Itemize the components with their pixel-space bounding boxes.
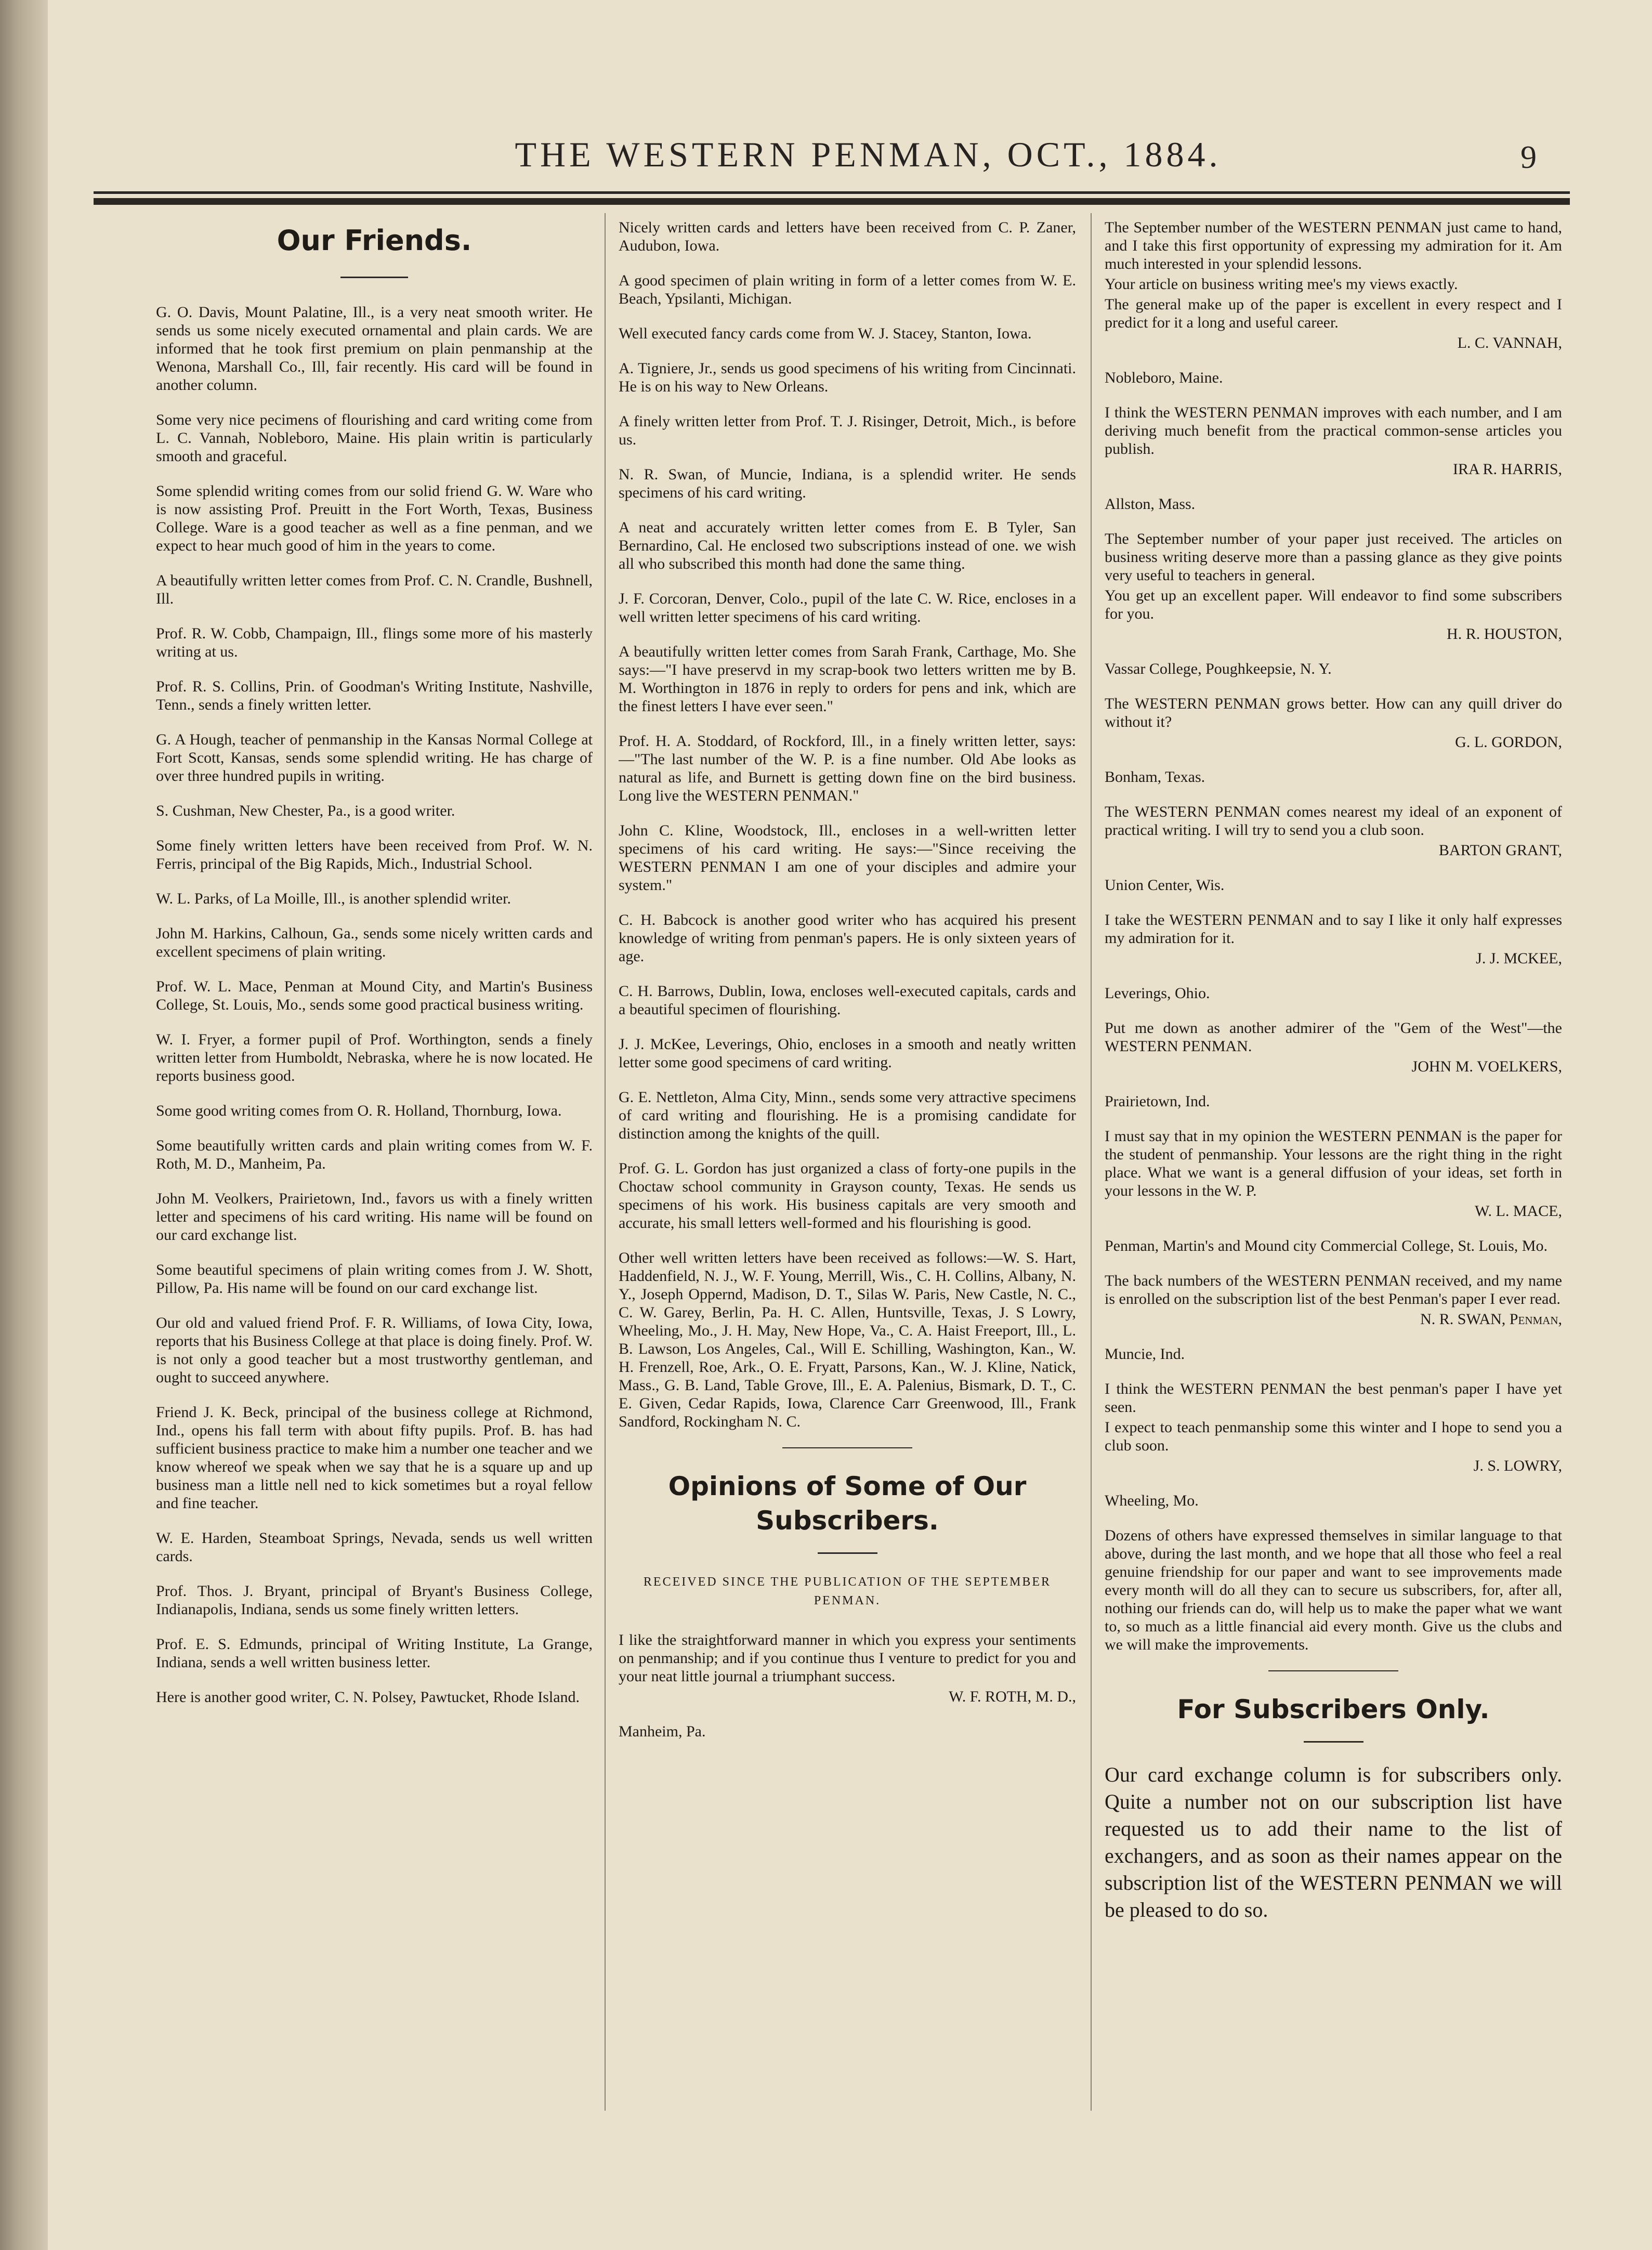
news-item: A good specimen of plain writing in form of a letter comes from W. E. Beach, Ypsilanti, Michigan.	[619, 272, 1076, 307]
section-divider	[782, 1447, 912, 1448]
heading-rule	[818, 1552, 877, 1554]
news-item: Friend J. K. Beck, principal of the business college at Richmond, Ind., opens his fall term with about fifty pupils. Prof. B. has had sufficient business practice to make him a number one teacher and we know whereof we speak when we say that he is a square up and up business man a little nell ned to kick sometimes but a royal fellow and fine teacher.	[156, 1404, 593, 1512]
column-middle	[619, 218, 1076, 2235]
news-item: G. O. Davis, Mount Palatine, Ill., is a very neat smooth writer. He sends us some nicely executed ornamental and plain cards. We are informed that he took first premium on plain penmanship at the Wenona, Marshall Co., Ill, fair recently. His card will be found in another column.	[156, 304, 593, 394]
column-opinions	[1105, 218, 1562, 2235]
letter-place: Nobleboro, Maine.	[1105, 369, 1223, 386]
news-item: J. J. McKee, Leverings, Ohio, encloses in a smooth and neatly written letter some good specimens of card writing.	[619, 1036, 1076, 1071]
news-item: W. I. Fryer, a former pupil of Prof. Worthington, sends a finely written letter from Humboldt, Nebraska, where he is now located. He reports business good.	[156, 1031, 593, 1084]
news-item: Some finely written letters have been received from Prof. W. N. Ferris, principal of the Big Rapids, Mich., Industrial School.	[156, 837, 593, 872]
letter-text: I think the WESTERN PENMAN improves with each number, and I am deriving much benefit from the practical common-sense articles you publish.	[1105, 404, 1562, 457]
news-item: A. Tigniere, Jr., sends us good specimens of his writing from Cincinnati. He is on his way to New Orleans.	[619, 360, 1076, 395]
news-item: N. R. Swan, of Muncie, Indiana, is a splendid writer. He sends specimens of his card writing.	[619, 466, 1076, 501]
letter-signature: G. L. GORDON,	[1455, 734, 1562, 751]
news-item: Prof. G. L. Gordon has just organized a class of forty-one pupils in the Choctaw school community in Grayson county, Texas. He sends us specimens of his work. His business capitals are very smooth and accurate, his small letters well-formed and his flourishing is good.	[619, 1160, 1076, 1232]
section-heading-our-friends: Our Friends.	[277, 224, 472, 257]
news-item: G. A Hough, teacher of penmanship in the Kansas Normal College at Fort Scott, Kansas, sends some splendid writing. He has charge of over three hundred pupils in writing.	[156, 731, 593, 784]
letter-signature: N. R. SWAN, Penman,	[1420, 1311, 1562, 1328]
news-item: Here is another good writer, C. N. Polsey, Pawtucket, Rhode Island.	[156, 1689, 580, 1706]
news-item: J. F. Corcoran, Denver, Colo., pupil of the late C. W. Rice, encloses in a well written letter specimens of his card writing.	[619, 590, 1076, 625]
news-item: John M. Harkins, Calhoun, Ga., sends some nicely written cards and excellent specimens of plain writing.	[156, 925, 593, 960]
letter-text: The general make up of the paper is excellent in every respect and I predict for it a long and useful career.	[1105, 296, 1562, 331]
letter-signature: JOHN M. VOELKERS,	[1411, 1058, 1562, 1075]
news-item: C. H. Barrows, Dublin, Iowa, encloses well-executed capitals, cards and a beautiful specimen of flourishing.	[619, 983, 1076, 1018]
letter-signature: IRA R. HARRIS,	[1452, 461, 1562, 478]
news-item: Some beautiful specimens of plain writing comes from J. W. Shott, Pillow, Pa. His name will be found on our card exchange list.	[156, 1261, 593, 1297]
letter-signature: J. J. MCKEE,	[1476, 950, 1562, 967]
news-item: Nicely written cards and letters have been received from C. P. Zaner, Audubon, Iowa.	[619, 219, 1076, 254]
news-item: Prof. W. L. Mace, Penman at Mound City, and Martin's Business College, St. Louis, Mo., sends some good practical business writing.	[156, 978, 593, 1013]
letter-text: The back numbers of the WESTERN PENMAN received, and my name is enrolled on the subscription list of the best Penman's paper I ever read.	[1105, 1272, 1562, 1307]
letter-place: Manheim, Pa.	[619, 1723, 706, 1740]
letter-place: Bonham, Texas.	[1105, 768, 1205, 786]
letter-place: Vassar College, Poughkeepsie, N. Y.	[1105, 660, 1332, 677]
letter-text: I think the WESTERN PENMAN the best penman's paper I have yet seen.	[1105, 1380, 1562, 1416]
letter-text: The September number of the WESTERN PENMAN just came to hand, and I take this first opportunity of expressing my admiration for it. Am much interested in your splendid lessons.	[1105, 219, 1562, 272]
letter-text: The WESTERN PENMAN grows better. How can any quill driver do without it?	[1105, 695, 1562, 730]
letter-text: Your article on business writing mee's my views exactly.	[1105, 276, 1458, 293]
letter-text: Put me down as another admirer of the "Gem of the West"—the WESTERN PENMAN.	[1105, 1019, 1562, 1055]
news-item: Prof. H. A. Stoddard, of Rockford, Ill., in a finely written letter, says:—"The last number of the W. P. is a fine number. Old Abe looks as natural as life, and Burnett is getting down fine on the bird business. Long live the WESTERN PENMAN."	[619, 732, 1076, 804]
letter-signature: W. L. MACE,	[1474, 1202, 1562, 1220]
letter-text: I must say that in my opinion the WESTERN PENMAN is the paper for the student of penmanship. Your lessons are the right thing in the right place. What we want is a general diffusion of your ideas, set forth in your lessons in the W. P.	[1105, 1128, 1562, 1199]
letter-text: I expect to teach penmanship some this winter and I hope to send you a club soon.	[1105, 1419, 1562, 1454]
news-item: Prof. R. S. Collins, Prin. of Goodman's Writing Institute, Nashville, Tenn., sends a finely written letter.	[156, 678, 593, 713]
news-item: A finely written letter from Prof. T. J. Risinger, Detroit, Mich., is before us.	[619, 413, 1076, 448]
letter-place: Prairietown, Ind.	[1105, 1093, 1210, 1110]
closing-note: Dozens of others have expressed themselves in similar language to that above, during the last month, and we hope that all those who feel a real genuine friendship for our paper and want to see improvements made every month will do all they can to secure us subscribers, for, after all, nothing our friends can do, will help us to make the paper what we want to, so much as a little financial aid every month. Give us the clubs and we will make the improvements.	[1105, 1527, 1562, 1653]
news-item: Some splendid writing comes from our solid friend G. W. Ware who is now assisting Prof. Preuitt in the Fort Worth, Texas, Business College. Ware is a good teacher as well as a fine penman, and we expect to hear much good of him in the years to come.	[156, 482, 593, 554]
subscribers-notice: Our card exchange column is for subscribers only. Quite a number not on our subscription list have requested us to add their name to the list of exchangers, and as soon as their names appear on the subscription list of the WESTERN PENMAN we will be pleased to do so.	[1105, 1763, 1562, 1921]
page-number: 9	[1520, 140, 1537, 175]
letter-text: You get up an excellent paper. Will endeavor to find some subscribers for you.	[1105, 587, 1562, 622]
letter-signature: H. R. HOUSTON,	[1447, 625, 1562, 643]
news-item: W. E. Harden, Steamboat Springs, Nevada, sends us well written cards.	[156, 1529, 593, 1565]
letter-text: I take the WESTERN PENMAN and to say I like it only half expresses my admiration for it.	[1105, 911, 1562, 947]
letter-signature: W. F. ROTH, M. D.,	[949, 1688, 1076, 1705]
news-item: W. L. Parks, of La Moille, Ill., is another splendid writer.	[156, 890, 511, 907]
section-divider	[1268, 1670, 1398, 1671]
letter-text: The WESTERN PENMAN comes nearest my ideal of an exponent of practical writing. I will try to send you a club soon.	[1105, 803, 1562, 839]
letter-text: I like the straightforward manner in which you express your sentiments on penmanship; and if you continue thus I venture to predict for you and your neat little journal a triumphant success.	[619, 1631, 1076, 1685]
header-rule-thin	[94, 191, 1570, 194]
letter-text: The September number of your paper just received. The articles on business writing deserve more than a passing glance as they give points very useful to teachers in general.	[1105, 530, 1562, 584]
news-item: John C. Kline, Woodstock, Ill., encloses in a well-written letter specimens of his card writing. He says:—"Since receiving the WESTERN PENMAN I am one of your disciples and admire your system."	[619, 822, 1076, 894]
header-rule-thick	[94, 198, 1570, 205]
letter-place: Muncie, Ind.	[1105, 1345, 1185, 1363]
binding-gutter	[0, 0, 48, 2250]
news-item: Well executed fancy cards come from W. J. Stacey, Stanton, Iowa.	[619, 325, 1032, 342]
letter-place: Penman, Martin's and Mound city Commercial College, St. Louis, Mo.	[1105, 1237, 1548, 1254]
news-item: A beautifully written letter comes from Sarah Frank, Carthage, Mo. She says:—"I have preservd in my scrap-book two letters written me by B. M. Worthington in 1876 in reply to orders for pens and ink, which are the finest letters I have ever seen."	[619, 643, 1076, 715]
letter-place: Union Center, Wis.	[1105, 877, 1225, 894]
news-item: G. E. Nettleton, Alma City, Minn., sends some very attractive specimens of card writing and flourishing. He is a promising candidate for distinction among the knights of the quill.	[619, 1089, 1076, 1142]
news-item: Prof. R. W. Cobb, Champaign, Ill., flings some more of his masterly writing at us.	[156, 625, 593, 660]
news-item: John M. Veolkers, Prairietown, Ind., favors us with a finely written letter and specimens of his card writing. His name will be found on our card exchange list.	[156, 1190, 593, 1244]
section-heading-subscribers: For Subscribers Only.	[1177, 1694, 1490, 1724]
news-item: S. Cushman, New Chester, Pa., is a good writer.	[156, 802, 455, 819]
opinions-subhead: RECEIVED SINCE THE PUBLICATION OF THE SEPTEMBER PENMAN.	[643, 1575, 1052, 1607]
letter-place: Leverings, Ohio.	[1105, 985, 1210, 1002]
news-item: A neat and accurately written letter comes from E. B Tyler, San Bernardino, Cal. He enclosed two subscriptions instead of one. we wish all who subscribed this month had done the same thing.	[619, 519, 1076, 572]
column-divider	[1091, 213, 1092, 2111]
news-item: Some good writing comes from O. R. Holland, Thornburg, Iowa.	[156, 1102, 562, 1119]
news-item: Some very nice pecimens of flourishing and card writing come from L. C. Vannah, Nobleboro, Maine. His plain writin is particularly smooth and graceful.	[156, 411, 593, 465]
news-item: Our old and valued friend Prof. F. R. Williams, of Iowa City, Iowa, reports that his Business College at that place is doing finely. Prof. W. is not only a good teacher but a most trustworthy gentleman, and ought to succeed anywhere.	[156, 1314, 593, 1386]
news-item: Other well written letters have been received as follows:—W. S. Hart, Haddenfield, N. J., W. F. Young, Merrill, Wis., C. H. Collins, Albany, N. Y., Joseph Oppernd, Madison, D. T., Silas W. Paris, New Castle, N. C., C. W. Garey, Berlin, Pa. H. C. Allen, Huntsville, Texas, J. S Lowry, Wheeling, Mo., J. H. May, New Hope, Va., C. A. Haist Freeport, Ill., L. B. Lawson, Los Angeles, Cal., Will E. Schilling, Washington, Kan., W. H. Frenzell, Roe, Ark., O. E. Fryatt, Parsons, Kan., W. J. Kline, Natick, Mass., G. B. Land, Table Grove, Ill., E. A. Palenius, Bismark, D. T., C. E. Given, Cedar Rapids, Iowa, Clarence Carr Greenwood, Ill., Frank Sandford, Rockingham N. C.	[619, 1249, 1076, 1430]
heading-rule	[340, 277, 408, 278]
masthead-title: THE WESTERN PENMAN, OCT., 1884.	[515, 135, 1222, 174]
heading-rule	[1304, 1741, 1363, 1743]
section-heading-opinions: Opinions of Some of Our Subscribers.	[668, 1471, 1027, 1536]
letter-signature: J. S. LOWRY,	[1473, 1457, 1562, 1474]
news-item: Prof. E. S. Edmunds, principal of Writing Institute, La Grange, Indiana, sends a well written business letter.	[156, 1636, 593, 1671]
news-item: Some beautifully written cards and plain writing comes from W. F. Roth, M. D., Manheim, Pa.	[156, 1137, 593, 1172]
letter-signature: L. C. VANNAH,	[1457, 334, 1562, 351]
news-item: C. H. Babcock is another good writer who has acquired his present knowledge of writing from penman's papers. He is only sixteen years of age.	[619, 911, 1076, 965]
news-item: Prof. Thos. J. Bryant, principal of Bryant's Business College, Indianapolis, Indiana, sends us some finely written letters.	[156, 1582, 593, 1618]
letter-place: Allston, Mass.	[1105, 495, 1196, 513]
column-our-friends	[156, 218, 593, 2235]
letter-place: Wheeling, Mo.	[1105, 1492, 1199, 1509]
column-divider	[605, 213, 606, 2111]
letter-signature: BARTON GRANT,	[1438, 842, 1562, 859]
news-item: A beautifully written letter comes from Prof. C. N. Crandle, Bushnell, Ill.	[156, 572, 593, 607]
